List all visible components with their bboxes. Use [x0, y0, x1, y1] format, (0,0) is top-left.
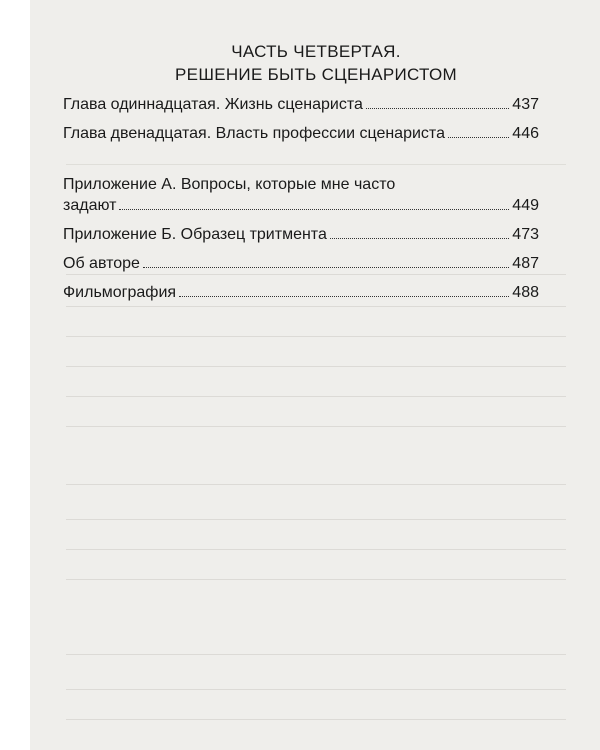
bleed-through-line — [66, 705, 566, 720]
dot-leader — [179, 296, 509, 297]
bleed-through-line — [66, 470, 566, 485]
toc-entry-page: 488 — [512, 284, 539, 301]
bleed-through-line — [66, 675, 566, 690]
toc-list — [63, 94, 539, 303]
toc-entry-title: Приложение Б. Образец тритмента — [63, 226, 327, 243]
dot-leader — [119, 209, 509, 210]
part-heading-line2: РЕШЕНИЕ БЫТЬ СЦЕНАРИСТОМ — [175, 65, 457, 84]
dot-leader — [448, 137, 509, 138]
toc-entry-filmography — [63, 282, 539, 303]
toc-entry-page: 487 — [512, 255, 539, 272]
toc-entry-page: 449 — [512, 197, 539, 214]
dot-leader — [143, 267, 509, 268]
bleed-through-line — [66, 535, 566, 550]
bleed-through-line — [66, 505, 566, 520]
bleed-through-line — [66, 640, 566, 655]
part-heading-line1: ЧАСТЬ ЧЕТВЕРТАЯ. — [231, 42, 401, 61]
toc-entry-chapter-12 — [63, 123, 539, 144]
toc-entry-appendix-a — [63, 174, 539, 216]
toc-entry-title: Глава одиннадцатая. Жизнь сценариста — [63, 96, 363, 113]
toc-entry-title: Об авторе — [63, 255, 140, 272]
table-of-contents — [63, 40, 539, 311]
bleed-through-line — [66, 352, 566, 367]
bleed-through-line — [66, 565, 566, 580]
bleed-through-line — [66, 322, 566, 337]
toc-entry-page: 473 — [512, 226, 539, 243]
dot-leader — [366, 108, 509, 109]
toc-entry-title-line2: задают — [63, 197, 117, 214]
book-page — [30, 0, 600, 750]
toc-entry-page: 446 — [512, 125, 539, 142]
bleed-through-line — [66, 412, 566, 427]
toc-entry-title-line1: Приложение А. Вопросы, которые мне часто — [63, 176, 396, 193]
bleed-through-line — [66, 382, 566, 397]
toc-entry-title: Фильмография — [63, 284, 177, 301]
part-heading — [93, 40, 539, 86]
dot-leader — [330, 238, 509, 239]
toc-entry-appendix-b — [63, 224, 539, 245]
toc-entry-page: 437 — [512, 96, 539, 113]
toc-entry-title: Глава двенадцатая. Власть профессии сценариста — [63, 125, 445, 142]
toc-entry-chapter-11 — [63, 94, 539, 115]
toc-entry-about-author — [63, 253, 539, 274]
